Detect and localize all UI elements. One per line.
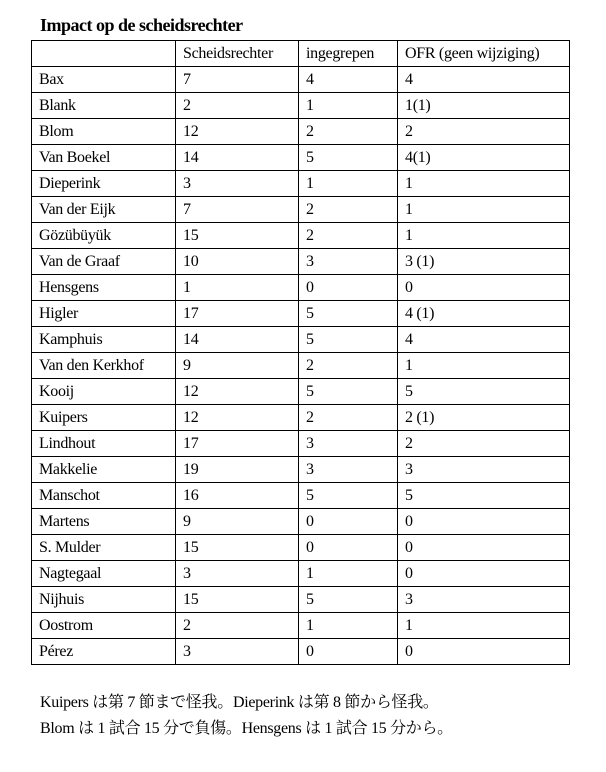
cell-scheidsrechter: 3	[176, 561, 299, 587]
cell-ingegrepen: 3	[299, 431, 398, 457]
cell-ofr: 1	[398, 171, 570, 197]
cell-ofr: 3	[398, 457, 570, 483]
cell-ofr: 5	[398, 379, 570, 405]
cell-referee-name: Lindhout	[32, 431, 176, 457]
table-row	[32, 327, 570, 353]
cell-referee-name: Dieperink	[32, 171, 176, 197]
referee-table	[31, 40, 570, 665]
footnotes	[40, 690, 453, 742]
cell-ingegrepen: 2	[299, 405, 398, 431]
cell-scheidsrechter: 3	[176, 639, 299, 665]
cell-ingegrepen: 2	[299, 197, 398, 223]
table-row	[32, 119, 570, 145]
cell-ofr: 0	[398, 509, 570, 535]
table-row	[32, 483, 570, 509]
cell-ofr: 1	[398, 197, 570, 223]
cell-referee-name: Van de Graaf	[32, 249, 176, 275]
cell-ingegrepen: 5	[299, 327, 398, 353]
table-row	[32, 639, 570, 665]
cell-ingegrepen: 2	[299, 223, 398, 249]
cell-referee-name: Makkelie	[32, 457, 176, 483]
table-row	[32, 171, 570, 197]
cell-ingegrepen: 0	[299, 275, 398, 301]
cell-referee-name: Manschot	[32, 483, 176, 509]
cell-ingegrepen: 5	[299, 587, 398, 613]
cell-referee-name: Martens	[32, 509, 176, 535]
cell-ofr: 2	[398, 431, 570, 457]
cell-scheidsrechter: 15	[176, 223, 299, 249]
table-row	[32, 223, 570, 249]
cell-referee-name: Hensgens	[32, 275, 176, 301]
cell-referee-name: Kuipers	[32, 405, 176, 431]
table-row	[32, 613, 570, 639]
cell-ofr: 4	[398, 327, 570, 353]
table-row	[32, 275, 570, 301]
cell-referee-name: Nagtegaal	[32, 561, 176, 587]
cell-ingegrepen: 0	[299, 639, 398, 665]
cell-referee-name: Van den Kerkhof	[32, 353, 176, 379]
cell-ofr: 2	[398, 119, 570, 145]
cell-ofr: 2 (1)	[398, 405, 570, 431]
cell-ingegrepen: 1	[299, 93, 398, 119]
cell-ofr: 0	[398, 275, 570, 301]
table-row	[32, 457, 570, 483]
cell-referee-name: Nijhuis	[32, 587, 176, 613]
table-row	[32, 587, 570, 613]
table-row	[32, 353, 570, 379]
cell-referee-name: Oostrom	[32, 613, 176, 639]
cell-ofr: 1	[398, 613, 570, 639]
document-title: Impact op de scheidsrechter	[40, 15, 243, 35]
cell-scheidsrechter: 15	[176, 587, 299, 613]
cell-ingegrepen: 2	[299, 353, 398, 379]
cell-referee-name: Van Boekel	[32, 145, 176, 171]
table-row	[32, 561, 570, 587]
table-row	[32, 301, 570, 327]
table-body	[32, 67, 570, 665]
cell-referee-name: Higler	[32, 301, 176, 327]
cell-scheidsrechter: 14	[176, 327, 299, 353]
table-row	[32, 431, 570, 457]
cell-ingegrepen: 5	[299, 379, 398, 405]
table-row	[32, 379, 570, 405]
cell-ofr: 4(1)	[398, 145, 570, 171]
cell-ofr: 1	[398, 353, 570, 379]
cell-scheidsrechter: 10	[176, 249, 299, 275]
cell-ofr: 4 (1)	[398, 301, 570, 327]
cell-ofr: 4	[398, 67, 570, 93]
table-row	[32, 535, 570, 561]
cell-scheidsrechter: 2	[176, 93, 299, 119]
cell-referee-name: Kooij	[32, 379, 176, 405]
table-row	[32, 249, 570, 275]
cell-referee-name: Pérez	[32, 639, 176, 665]
cell-ingegrepen: 5	[299, 145, 398, 171]
cell-scheidsrechter: 7	[176, 67, 299, 93]
cell-ingegrepen: 1	[299, 613, 398, 639]
table-row	[32, 197, 570, 223]
cell-ingegrepen: 3	[299, 457, 398, 483]
cell-scheidsrechter: 12	[176, 405, 299, 431]
cell-scheidsrechter: 2	[176, 613, 299, 639]
cell-ingegrepen: 1	[299, 561, 398, 587]
cell-referee-name: Van der Eijk	[32, 197, 176, 223]
table-row	[32, 67, 570, 93]
header-name	[32, 41, 176, 67]
cell-scheidsrechter: 15	[176, 535, 299, 561]
cell-referee-name: Blom	[32, 119, 176, 145]
cell-referee-name: S. Mulder	[32, 535, 176, 561]
cell-scheidsrechter: 12	[176, 119, 299, 145]
table-row	[32, 145, 570, 171]
footnote-line: Kuipers は第 7 節まで怪我。Dieperink は第 8 節から怪我。	[40, 694, 439, 711]
cell-scheidsrechter: 3	[176, 171, 299, 197]
cell-scheidsrechter: 19	[176, 457, 299, 483]
cell-ingegrepen: 0	[299, 535, 398, 561]
cell-ofr: 0	[398, 535, 570, 561]
header-ofr: OFR (geen wijziging)	[398, 41, 570, 67]
cell-ingegrepen: 5	[299, 301, 398, 327]
cell-scheidsrechter: 16	[176, 483, 299, 509]
cell-ofr: 1	[398, 223, 570, 249]
cell-ofr: 0	[398, 639, 570, 665]
cell-ingegrepen: 1	[299, 171, 398, 197]
footnote-line: Blom は 1 試合 15 分で負傷。Hensgens は 1 試合 15 分から。	[40, 720, 453, 737]
cell-scheidsrechter: 9	[176, 509, 299, 535]
table-row	[32, 93, 570, 119]
cell-ofr: 5	[398, 483, 570, 509]
cell-ingegrepen: 2	[299, 119, 398, 145]
cell-scheidsrechter: 17	[176, 301, 299, 327]
cell-scheidsrechter: 12	[176, 379, 299, 405]
cell-ingegrepen: 0	[299, 509, 398, 535]
cell-referee-name: Kamphuis	[32, 327, 176, 353]
cell-referee-name: Bax	[32, 67, 176, 93]
cell-referee-name: Blank	[32, 93, 176, 119]
cell-ofr: 3 (1)	[398, 249, 570, 275]
cell-scheidsrechter: 17	[176, 431, 299, 457]
table-row	[32, 509, 570, 535]
cell-ofr: 1(1)	[398, 93, 570, 119]
cell-scheidsrechter: 9	[176, 353, 299, 379]
header-ingegrepen: ingegrepen	[299, 41, 398, 67]
cell-ingegrepen: 5	[299, 483, 398, 509]
cell-ofr: 3	[398, 587, 570, 613]
cell-ingegrepen: 4	[299, 67, 398, 93]
cell-scheidsrechter: 7	[176, 197, 299, 223]
cell-ingegrepen: 3	[299, 249, 398, 275]
table-header-row	[32, 41, 570, 67]
header-scheidsrechter: Scheidsrechter	[176, 41, 299, 67]
cell-scheidsrechter: 1	[176, 275, 299, 301]
cell-scheidsrechter: 14	[176, 145, 299, 171]
cell-referee-name: Gözübüyük	[32, 223, 176, 249]
table-row	[32, 405, 570, 431]
cell-ofr: 0	[398, 561, 570, 587]
